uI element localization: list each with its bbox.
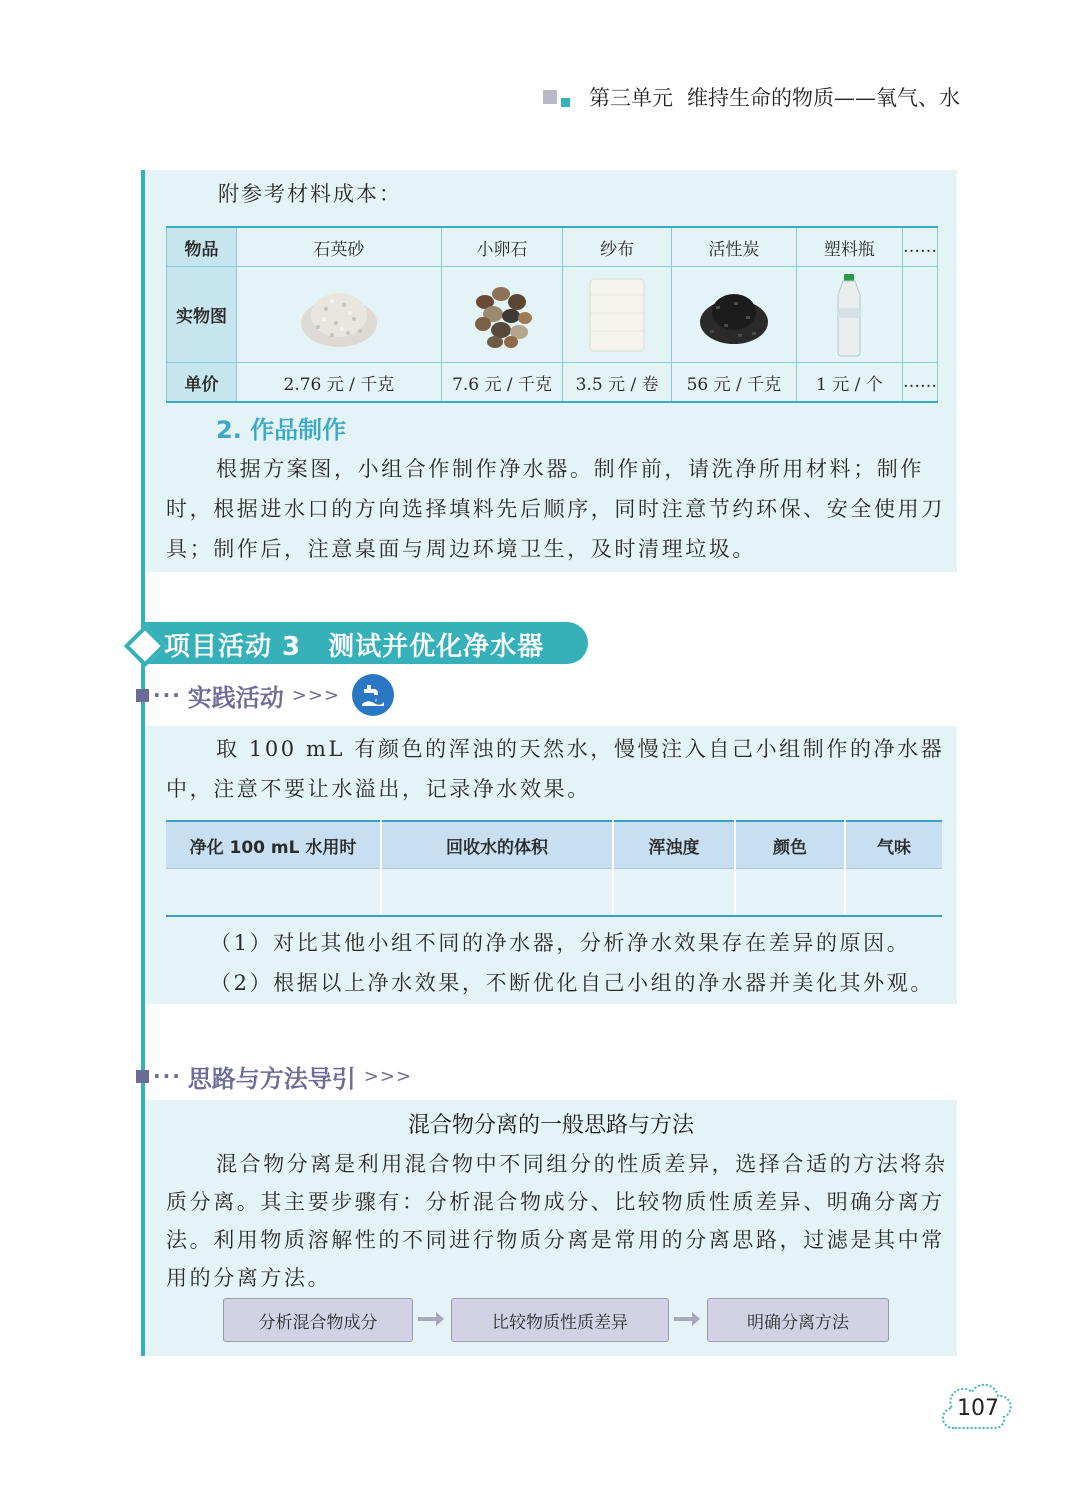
- more-mark: ……: [903, 363, 938, 403]
- cell-empty: [903, 267, 938, 363]
- practice-paragraph: [166, 729, 956, 809]
- method-paragraph: [166, 1145, 956, 1297]
- arrows-marker: >>>: [291, 684, 341, 706]
- method-subhead: [136, 1058, 412, 1094]
- item-price: 3.5 元 / 卷: [563, 363, 672, 403]
- item-price: 1 元 / 个: [796, 363, 902, 403]
- unit-label: 第三单元: [589, 86, 673, 110]
- arrows-marker: >>>: [363, 1065, 413, 1087]
- more-mark: ……: [903, 227, 938, 267]
- right-arrow-icon: [672, 1310, 702, 1328]
- unit-title: 维持生命的物质——氧气、水: [687, 86, 960, 110]
- activity-banner: [124, 622, 590, 664]
- cell-bottle: [796, 267, 902, 363]
- section-heading: 2. 作品制作: [216, 416, 347, 444]
- dots-marker: ···: [153, 1064, 182, 1088]
- page-header: [543, 82, 960, 112]
- gauze-image: [586, 275, 648, 355]
- result-col-header: 浑浊度: [613, 821, 735, 869]
- cost-row-items: [167, 227, 938, 267]
- practice-notes: [210, 923, 956, 1003]
- practice-note: （1）对比其他小组不同的净水器，分析净水效果存在差异的原因。: [210, 931, 911, 955]
- result-cell[interactable]: [845, 869, 942, 917]
- practice-label: 实践活动: [187, 683, 284, 712]
- page-number: 107: [957, 1396, 999, 1421]
- section-paragraph-text: 根据方案图，小组合作制作净水器。制作前，请洗净所用材料；制作时，根据进水口的方向选择填料先后顺序，同时注意节约环保、安全使用刀具；制作后，注意桌面与周边环境卫生，及时清理垃圾。: [166, 457, 945, 561]
- practice-subhead: [136, 677, 394, 713]
- item-price: 2.76 元 / 千克: [237, 363, 442, 403]
- item-name: 活性炭: [671, 227, 796, 267]
- plastic-bottle-image: [832, 272, 866, 358]
- cell-gauze: [563, 267, 672, 363]
- item-name: 小卵石: [441, 227, 563, 267]
- cell-pebbles: [441, 267, 563, 363]
- row-label-image: 实物图: [167, 267, 237, 363]
- item-price: 7.6 元 / 千克: [441, 363, 563, 403]
- quartz-sand-image: [296, 279, 382, 351]
- item-price: 56 元 / 千克: [671, 363, 796, 403]
- right-arrow-icon: [416, 1310, 446, 1328]
- pebbles-image: [465, 278, 539, 352]
- result-cell[interactable]: [613, 869, 735, 917]
- chapter-mark-icon: [543, 84, 575, 110]
- cell-carbon: [671, 267, 796, 363]
- practice-paragraph-text: 取 100 mL 有颜色的浑浊的天然水，慢慢注入自己小组制作的净水器中，注意不要让水溢出，记录净水效果。: [166, 737, 945, 801]
- section-paragraph: [166, 449, 956, 569]
- item-name: 塑料瓶: [796, 227, 902, 267]
- square-marker-icon: [136, 1070, 149, 1083]
- item-name: 石英砂: [237, 227, 442, 267]
- flow-step: 分析混合物成分: [223, 1298, 413, 1342]
- cost-table: [166, 226, 938, 403]
- result-table: [166, 820, 942, 917]
- row-label-price: 单价: [167, 363, 237, 403]
- result-cell[interactable]: [381, 869, 613, 917]
- cost-row-prices: [167, 363, 938, 403]
- result-blank-row: [166, 869, 942, 917]
- activity-title: 项目活动 3 测试并优化净水器: [164, 632, 545, 662]
- faucet-icon: [352, 674, 394, 716]
- result-col-header: 回收水的体积: [381, 821, 613, 869]
- item-name: 纱布: [563, 227, 672, 267]
- cost-row-images: [167, 267, 938, 363]
- result-col-header: 气味: [845, 821, 942, 869]
- result-cell[interactable]: [735, 869, 845, 917]
- dots-marker: ···: [153, 683, 182, 707]
- practice-note: （2）根据以上净水效果，不断优化自己小组的净水器并美化其外观。: [210, 971, 934, 995]
- method-label: 思路与方法导引: [187, 1064, 356, 1093]
- result-col-header: 颜色: [735, 821, 845, 869]
- result-header-row: [166, 821, 942, 869]
- page-number-badge: [940, 1378, 1016, 1434]
- result-cell[interactable]: [166, 869, 381, 917]
- row-label-item: 物品: [167, 227, 237, 267]
- square-marker-icon: [136, 689, 149, 702]
- activated-carbon-image: [694, 282, 774, 348]
- flow-step: 比较物质性质差异: [451, 1298, 669, 1342]
- method-paragraph-text: 混合物分离是利用混合物中不同组分的性质差异，选择合适的方法将杂质分离。其主要步骤有：分析混合物成分、比较物质性质差异、明确分离方法。利用物质溶解性的不同进行物质分离是常用的分离思路，过滤是其中常用的分离方法。: [166, 1152, 948, 1290]
- method-title: 混合物分离的一般思路与方法: [407, 1113, 694, 1138]
- flow-step: 明确分离方法: [707, 1298, 889, 1342]
- result-col-header: 净化 100 mL 水用时: [166, 821, 381, 869]
- cost-caption: 附参考材料成本：: [218, 182, 402, 206]
- cell-quartz: [237, 267, 442, 363]
